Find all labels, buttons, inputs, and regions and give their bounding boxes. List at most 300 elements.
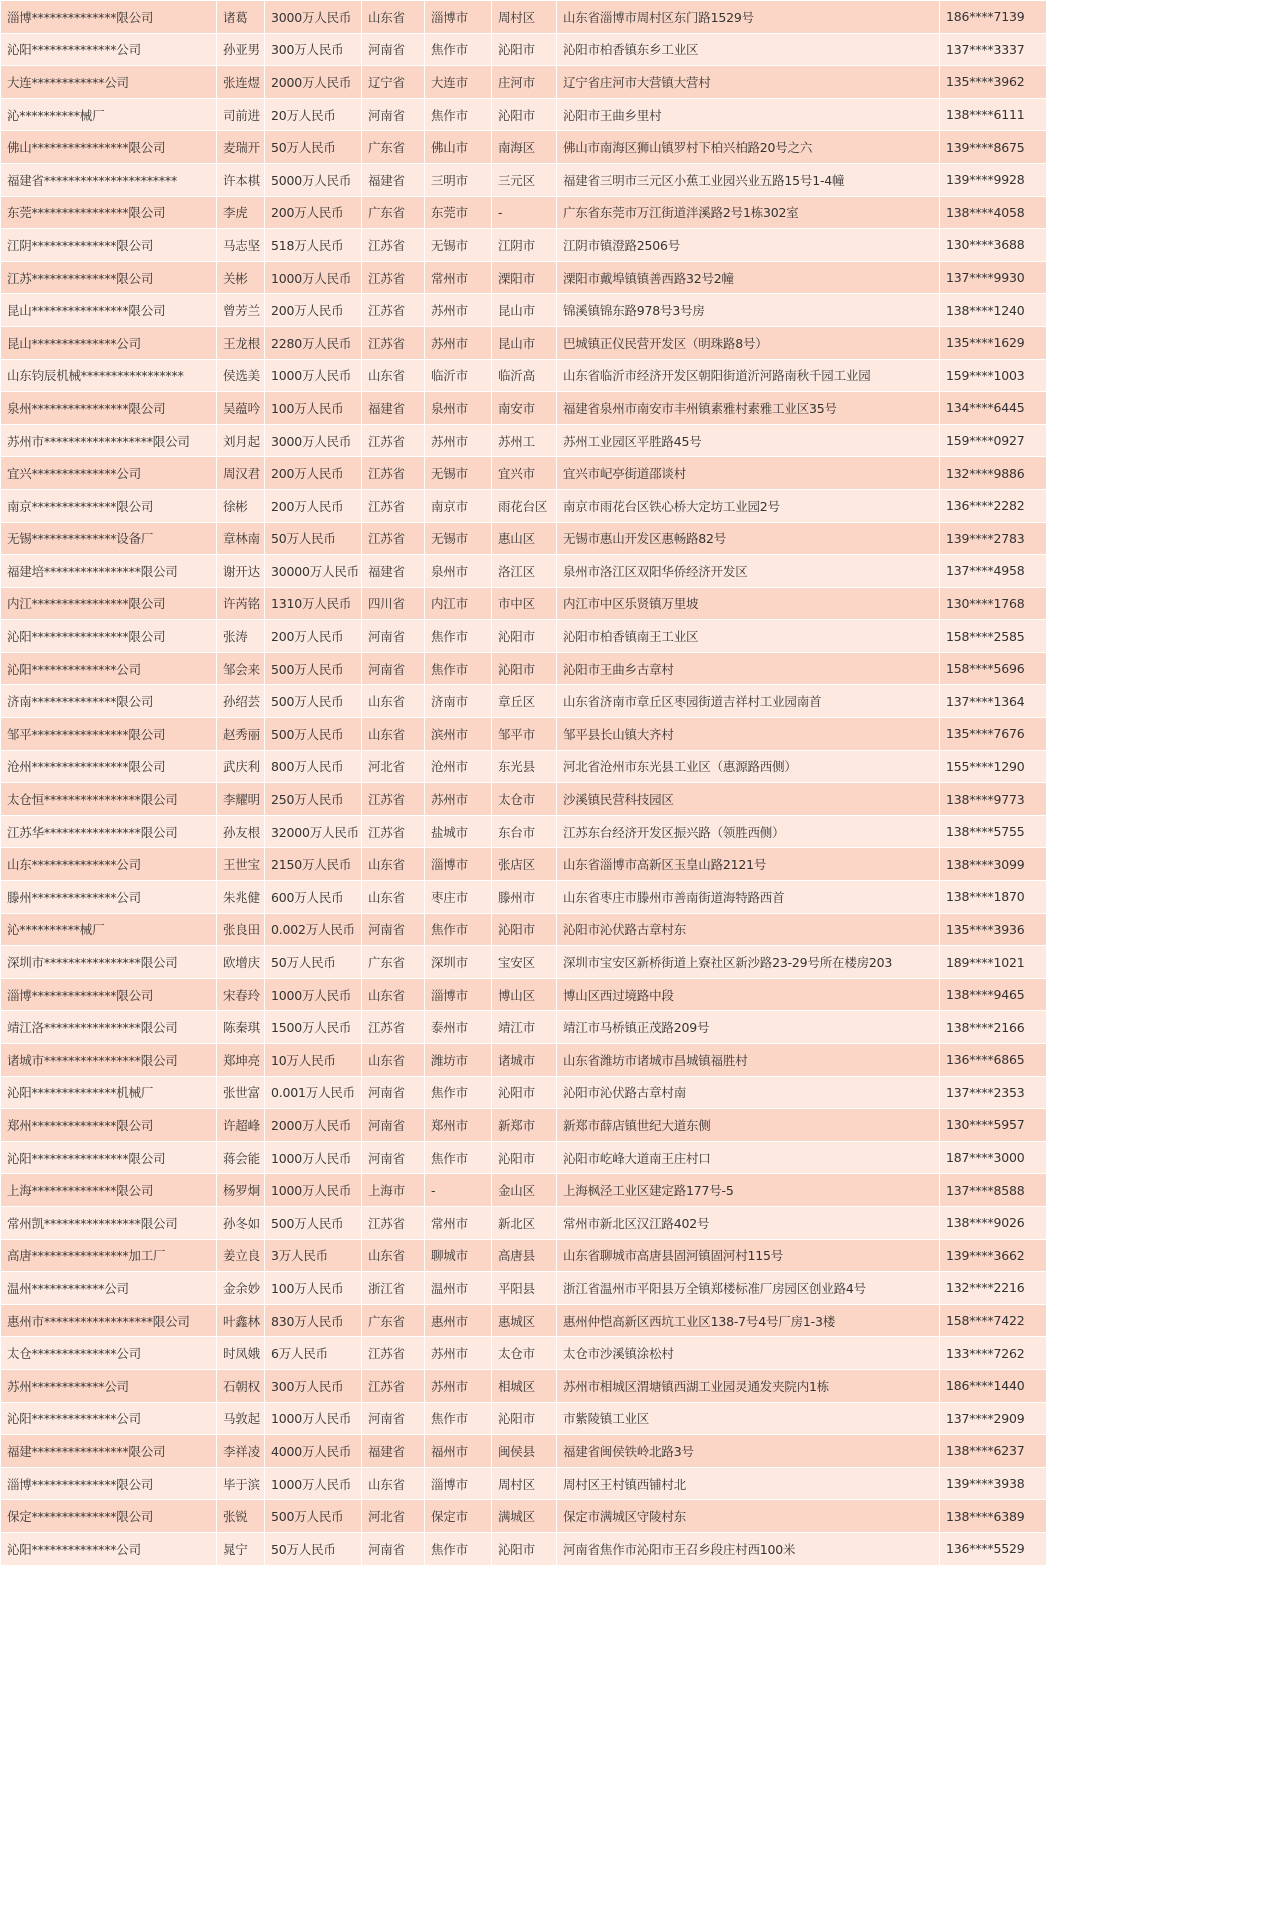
- phone-cell: 135****1629: [940, 326, 1047, 359]
- province-cell: 广东省: [362, 946, 425, 979]
- city-cell: 苏州市: [425, 294, 492, 327]
- company-name-cell: 深圳市****************限公司: [1, 946, 217, 979]
- phone-cell: 130****1768: [940, 587, 1047, 620]
- city-cell: 淄博市: [425, 1467, 492, 1500]
- company-name-cell: 惠州市******************限公司: [1, 1304, 217, 1337]
- table-row: [1, 196, 1047, 229]
- address-cell: 保定市满城区守陵村东: [557, 1500, 940, 1533]
- table-row: [1, 1369, 1047, 1402]
- phone-cell: 133****7262: [940, 1337, 1047, 1370]
- district-cell: 滕州市: [492, 881, 557, 914]
- phone-cell: 136****2282: [940, 489, 1047, 522]
- registered-capital-cell: 200万人民币: [265, 620, 362, 653]
- city-cell: 郑州市: [425, 1109, 492, 1142]
- province-cell: 广东省: [362, 131, 425, 164]
- phone-cell: 139****2783: [940, 522, 1047, 555]
- registered-capital-cell: 1000万人民币: [265, 261, 362, 294]
- company-name-cell: 内江****************限公司: [1, 587, 217, 620]
- legal-rep-cell: 麦瑞开: [217, 131, 265, 164]
- phone-cell: 137****4958: [940, 555, 1047, 588]
- address-cell: 沙溪镇民营科技园区: [557, 783, 940, 816]
- registered-capital-cell: 518万人民币: [265, 229, 362, 262]
- phone-cell: 138****1240: [940, 294, 1047, 327]
- address-cell: 博山区西过境路中段: [557, 978, 940, 1011]
- legal-rep-cell: 欧增庆: [217, 946, 265, 979]
- city-cell: 泉州市: [425, 555, 492, 588]
- address-cell: 河北省沧州市东光县工业区（惠源路西侧）: [557, 750, 940, 783]
- table-row: [1, 1272, 1047, 1305]
- registered-capital-cell: 4000万人民币: [265, 1435, 362, 1468]
- company-name-cell: 济南**************限公司: [1, 685, 217, 718]
- legal-rep-cell: 姜立良: [217, 1239, 265, 1272]
- company-name-cell: 温州************公司: [1, 1272, 217, 1305]
- province-cell: 江苏省: [362, 815, 425, 848]
- province-cell: 河南省: [362, 33, 425, 66]
- phone-cell: 138****9026: [940, 1206, 1047, 1239]
- district-cell: 沁阳市: [492, 620, 557, 653]
- phone-cell: 137****1364: [940, 685, 1047, 718]
- phone-cell: 138****6237: [940, 1435, 1047, 1468]
- legal-rep-cell: 宋春玲: [217, 978, 265, 1011]
- company-name-cell: 淄博**************限公司: [1, 1, 217, 34]
- phone-cell: 135****3962: [940, 66, 1047, 99]
- legal-rep-cell: 杨罗炯: [217, 1174, 265, 1207]
- registered-capital-cell: 50万人民币: [265, 131, 362, 164]
- legal-rep-cell: 朱兆健: [217, 881, 265, 914]
- legal-rep-cell: 许芮铭: [217, 587, 265, 620]
- address-cell: 锦溪镇锦东路978号3号房: [557, 294, 940, 327]
- phone-cell: 132****9886: [940, 457, 1047, 490]
- table-row: [1, 881, 1047, 914]
- province-cell: 河南省: [362, 98, 425, 131]
- province-cell: 山东省: [362, 718, 425, 751]
- address-cell: 山东省淄博市高新区玉皇山路2121号: [557, 848, 940, 881]
- legal-rep-cell: 侯选美: [217, 359, 265, 392]
- table-row: [1, 685, 1047, 718]
- registered-capital-cell: 50万人民币: [265, 946, 362, 979]
- city-cell: 焦作市: [425, 1402, 492, 1435]
- company-name-cell: 诸城市****************限公司: [1, 1044, 217, 1077]
- city-cell: 枣庄市: [425, 881, 492, 914]
- city-cell: 常州市: [425, 1206, 492, 1239]
- table-row: [1, 522, 1047, 555]
- province-cell: 山东省: [362, 978, 425, 1011]
- city-cell: 无锡市: [425, 229, 492, 262]
- legal-rep-cell: 张涛: [217, 620, 265, 653]
- city-cell: 苏州市: [425, 1337, 492, 1370]
- address-cell: 河南省焦作市沁阳市王召乡段庄村西100米: [557, 1532, 940, 1565]
- registered-capital-cell: 50万人民币: [265, 1532, 362, 1565]
- address-cell: 无锡市惠山开发区惠畅路82号: [557, 522, 940, 555]
- company-name-cell: 苏州************公司: [1, 1369, 217, 1402]
- table-row: [1, 294, 1047, 327]
- address-cell: 宜兴市屺亭街道邵谈村: [557, 457, 940, 490]
- city-cell: 济南市: [425, 685, 492, 718]
- city-cell: 焦作市: [425, 1076, 492, 1109]
- city-cell: 滨州市: [425, 718, 492, 751]
- table-row: [1, 489, 1047, 522]
- legal-rep-cell: 关彬: [217, 261, 265, 294]
- address-cell: 巴城镇正仪民营开发区（明珠路8号）: [557, 326, 940, 359]
- registered-capital-cell: 1000万人民币: [265, 359, 362, 392]
- city-cell: 深圳市: [425, 946, 492, 979]
- legal-rep-cell: 孙亚男: [217, 33, 265, 66]
- company-name-cell: 山东钧辰机械*****************: [1, 359, 217, 392]
- registered-capital-cell: 5000万人民币: [265, 163, 362, 196]
- company-name-cell: 大连************公司: [1, 66, 217, 99]
- province-cell: 江苏省: [362, 783, 425, 816]
- table-row: [1, 946, 1047, 979]
- district-cell: 金山区: [492, 1174, 557, 1207]
- registered-capital-cell: 2000万人民币: [265, 66, 362, 99]
- address-cell: 福建省三明市三元区小蕉工业园兴业五路15号1-4幢: [557, 163, 940, 196]
- address-cell: 溧阳市戴埠镇镇善西路32号2幢: [557, 261, 940, 294]
- district-cell: 昆山市: [492, 326, 557, 359]
- registered-capital-cell: 20万人民币: [265, 98, 362, 131]
- province-cell: 辽宁省: [362, 66, 425, 99]
- city-cell: 无锡市: [425, 457, 492, 490]
- city-cell: 苏州市: [425, 326, 492, 359]
- registered-capital-cell: 0.001万人民币: [265, 1076, 362, 1109]
- legal-rep-cell: 晁宁: [217, 1532, 265, 1565]
- phone-cell: 186****7139: [940, 1, 1047, 34]
- company-name-cell: 保定**************限公司: [1, 1500, 217, 1533]
- legal-rep-cell: 毕于滨: [217, 1467, 265, 1500]
- company-name-cell: 沁阳**************公司: [1, 1402, 217, 1435]
- registered-capital-cell: 250万人民币: [265, 783, 362, 816]
- address-cell: 市紫陵镇工业区: [557, 1402, 940, 1435]
- phone-cell: 189****1021: [940, 946, 1047, 979]
- city-cell: 保定市: [425, 1500, 492, 1533]
- company-name-cell: 泉州****************限公司: [1, 392, 217, 425]
- province-cell: 广东省: [362, 1304, 425, 1337]
- legal-rep-cell: 马敦起: [217, 1402, 265, 1435]
- province-cell: 江苏省: [362, 1011, 425, 1044]
- province-cell: 河南省: [362, 620, 425, 653]
- address-cell: 深圳市宝安区新桥街道上寮社区新沙路23-29号所在楼房203: [557, 946, 940, 979]
- district-cell: 新北区: [492, 1206, 557, 1239]
- district-cell: 洛江区: [492, 555, 557, 588]
- district-cell: 东光县: [492, 750, 557, 783]
- district-cell: 满城区: [492, 1500, 557, 1533]
- legal-rep-cell: 刘月起: [217, 424, 265, 457]
- address-cell: 山东省枣庄市滕州市善南街道海特路西首: [557, 881, 940, 914]
- table-row: [1, 66, 1047, 99]
- address-cell: 福建省泉州市南安市丰州镇素雅村素雅工业区35号: [557, 392, 940, 425]
- phone-cell: 138****4058: [940, 196, 1047, 229]
- company-name-cell: 太仓**************公司: [1, 1337, 217, 1370]
- district-cell: 南安市: [492, 392, 557, 425]
- phone-cell: 138****1870: [940, 881, 1047, 914]
- table-row: [1, 1532, 1047, 1565]
- table-row: [1, 326, 1047, 359]
- address-cell: 山东省临沂市经济开发区朝阳街道沂河路南秋千园工业园: [557, 359, 940, 392]
- district-cell: 平阳县: [492, 1272, 557, 1305]
- company-name-cell: 苏州市******************限公司: [1, 424, 217, 457]
- district-cell: 邹平市: [492, 718, 557, 751]
- city-cell: 焦作市: [425, 913, 492, 946]
- address-cell: 新郑市薛店镇世纪大道东侧: [557, 1109, 940, 1142]
- table-row: [1, 1, 1047, 34]
- province-cell: 河南省: [362, 1402, 425, 1435]
- district-cell: 沁阳市: [492, 1402, 557, 1435]
- registered-capital-cell: 32000万人民币: [265, 815, 362, 848]
- registered-capital-cell: 600万人民币: [265, 881, 362, 914]
- district-cell: 宝安区: [492, 946, 557, 979]
- city-cell: 沧州市: [425, 750, 492, 783]
- address-cell: 沁阳市屹峰大道南王庄村口: [557, 1141, 940, 1174]
- address-cell: 福建省闽侯铁岭北路3号: [557, 1435, 940, 1468]
- phone-cell: 139****9928: [940, 163, 1047, 196]
- legal-rep-cell: 时凤娥: [217, 1337, 265, 1370]
- phone-cell: 158****7422: [940, 1304, 1047, 1337]
- address-cell: 沁阳市王曲乡古章村: [557, 652, 940, 685]
- province-cell: 江苏省: [362, 326, 425, 359]
- registered-capital-cell: 1500万人民币: [265, 1011, 362, 1044]
- table-body: [1, 1, 1047, 1566]
- registered-capital-cell: 100万人民币: [265, 1272, 362, 1305]
- city-cell: 焦作市: [425, 1532, 492, 1565]
- company-name-cell: 福建****************限公司: [1, 1435, 217, 1468]
- district-cell: 溧阳市: [492, 261, 557, 294]
- company-name-cell: 沁**********械厂: [1, 913, 217, 946]
- registered-capital-cell: 300万人民币: [265, 1369, 362, 1402]
- district-cell: 沁阳市: [492, 98, 557, 131]
- district-cell: 沁阳市: [492, 1141, 557, 1174]
- district-cell: 沁阳市: [492, 1532, 557, 1565]
- phone-cell: 139****3938: [940, 1467, 1047, 1500]
- city-cell: 内江市: [425, 587, 492, 620]
- registered-capital-cell: 100万人民币: [265, 392, 362, 425]
- address-cell: 沁阳市沁伏路古章村东: [557, 913, 940, 946]
- company-name-cell: 郑州**************限公司: [1, 1109, 217, 1142]
- address-cell: 江苏东台经济开发区振兴路（领胜西侧）: [557, 815, 940, 848]
- table-row: [1, 131, 1047, 164]
- province-cell: 江苏省: [362, 1369, 425, 1402]
- address-cell: 广东省东莞市万江街道泮溪路2号1栋302室: [557, 196, 940, 229]
- address-cell: 南京市雨花台区铁心桥大定坊工业园2号: [557, 489, 940, 522]
- city-cell: 三明市: [425, 163, 492, 196]
- legal-rep-cell: 孙冬如: [217, 1206, 265, 1239]
- district-cell: 诸城市: [492, 1044, 557, 1077]
- company-name-cell: 江苏**************限公司: [1, 261, 217, 294]
- district-cell: 博山区: [492, 978, 557, 1011]
- address-cell: 惠州仲恺高新区西坑工业区138-7号4号厂房1-3楼: [557, 1304, 940, 1337]
- phone-cell: 138****9465: [940, 978, 1047, 1011]
- city-cell: 泰州市: [425, 1011, 492, 1044]
- district-cell: -: [492, 196, 557, 229]
- province-cell: 河南省: [362, 913, 425, 946]
- legal-rep-cell: 武庆利: [217, 750, 265, 783]
- legal-rep-cell: 石朝权: [217, 1369, 265, 1402]
- city-cell: 盐城市: [425, 815, 492, 848]
- address-cell: 山东省济南市章丘区枣园街道吉祥村工业园南首: [557, 685, 940, 718]
- city-cell: -: [425, 1174, 492, 1207]
- legal-rep-cell: 张世富: [217, 1076, 265, 1109]
- city-cell: 焦作市: [425, 33, 492, 66]
- table-row: [1, 1044, 1047, 1077]
- phone-cell: 159****1003: [940, 359, 1047, 392]
- registered-capital-cell: 2280万人民币: [265, 326, 362, 359]
- district-cell: 太仓市: [492, 1337, 557, 1370]
- province-cell: 山东省: [362, 1467, 425, 1500]
- legal-rep-cell: 诸葛: [217, 1, 265, 34]
- address-cell: 沁阳市柏香镇东乡工业区: [557, 33, 940, 66]
- table-row: [1, 1174, 1047, 1207]
- phone-cell: 138****6111: [940, 98, 1047, 131]
- registered-capital-cell: 6万人民币: [265, 1337, 362, 1370]
- table-row: [1, 620, 1047, 653]
- legal-rep-cell: 司前进: [217, 98, 265, 131]
- province-cell: 山东省: [362, 848, 425, 881]
- phone-cell: 132****2216: [940, 1272, 1047, 1305]
- city-cell: 常州市: [425, 261, 492, 294]
- district-cell: 相城区: [492, 1369, 557, 1402]
- city-cell: 大连市: [425, 66, 492, 99]
- legal-rep-cell: 周汉君: [217, 457, 265, 490]
- province-cell: 河南省: [362, 652, 425, 685]
- table-row: [1, 1500, 1047, 1533]
- phone-cell: 134****6445: [940, 392, 1047, 425]
- phone-cell: 136****6865: [940, 1044, 1047, 1077]
- company-name-cell: 沁阳**************公司: [1, 33, 217, 66]
- table-row: [1, 783, 1047, 816]
- city-cell: 东莞市: [425, 196, 492, 229]
- address-cell: 江阴市镇澄路2506号: [557, 229, 940, 262]
- company-name-cell: 江阴**************限公司: [1, 229, 217, 262]
- district-cell: 闽侯县: [492, 1435, 557, 1468]
- legal-rep-cell: 许超峰: [217, 1109, 265, 1142]
- province-cell: 河南省: [362, 1076, 425, 1109]
- district-cell: 靖江市: [492, 1011, 557, 1044]
- legal-rep-cell: 赵秀丽: [217, 718, 265, 751]
- registered-capital-cell: 2150万人民币: [265, 848, 362, 881]
- table-row: [1, 718, 1047, 751]
- phone-cell: 159****0927: [940, 424, 1047, 457]
- phone-cell: 135****3936: [940, 913, 1047, 946]
- district-cell: 沁阳市: [492, 652, 557, 685]
- registered-capital-cell: 3万人民币: [265, 1239, 362, 1272]
- table-row: [1, 555, 1047, 588]
- province-cell: 河南省: [362, 1141, 425, 1174]
- table-row: [1, 33, 1047, 66]
- registered-capital-cell: 500万人民币: [265, 1206, 362, 1239]
- district-cell: 苏州工: [492, 424, 557, 457]
- registered-capital-cell: 830万人民币: [265, 1304, 362, 1337]
- legal-rep-cell: 陈秦琪: [217, 1011, 265, 1044]
- address-cell: 靖江市马桥镇正茂路209号: [557, 1011, 940, 1044]
- table-row: [1, 750, 1047, 783]
- legal-rep-cell: 金余妙: [217, 1272, 265, 1305]
- address-cell: 常州市新北区汉江路402号: [557, 1206, 940, 1239]
- registered-capital-cell: 300万人民币: [265, 33, 362, 66]
- phone-cell: 138****3099: [940, 848, 1047, 881]
- province-cell: 山东省: [362, 359, 425, 392]
- registered-capital-cell: 500万人民币: [265, 685, 362, 718]
- table-row: [1, 359, 1047, 392]
- province-cell: 江苏省: [362, 489, 425, 522]
- company-name-cell: 福建省**********************: [1, 163, 217, 196]
- company-name-cell: 靖江洛****************限公司: [1, 1011, 217, 1044]
- city-cell: 聊城市: [425, 1239, 492, 1272]
- city-cell: 苏州市: [425, 1369, 492, 1402]
- legal-rep-cell: 王世宝: [217, 848, 265, 881]
- phone-cell: 130****5957: [940, 1109, 1047, 1142]
- company-name-cell: 淄博**************限公司: [1, 978, 217, 1011]
- phone-cell: 138****2166: [940, 1011, 1047, 1044]
- table-row: [1, 913, 1047, 946]
- company-name-cell: 江苏华****************限公司: [1, 815, 217, 848]
- table-row: [1, 424, 1047, 457]
- company-name-cell: 山东**************公司: [1, 848, 217, 881]
- province-cell: 山东省: [362, 1, 425, 34]
- legal-rep-cell: 章林南: [217, 522, 265, 555]
- registered-capital-cell: 500万人民币: [265, 718, 362, 751]
- province-cell: 浙江省: [362, 1272, 425, 1305]
- legal-rep-cell: 张锐: [217, 1500, 265, 1533]
- province-cell: 河北省: [362, 1500, 425, 1533]
- city-cell: 淄博市: [425, 848, 492, 881]
- phone-cell: 137****2909: [940, 1402, 1047, 1435]
- registered-capital-cell: 1000万人民币: [265, 1467, 362, 1500]
- province-cell: 福建省: [362, 555, 425, 588]
- city-cell: 温州市: [425, 1272, 492, 1305]
- address-cell: 山东省聊城市高唐县固河镇固河村115号: [557, 1239, 940, 1272]
- district-cell: 市中区: [492, 587, 557, 620]
- province-cell: 山东省: [362, 881, 425, 914]
- registered-capital-cell: 0.002万人民币: [265, 913, 362, 946]
- province-cell: 山东省: [362, 1044, 425, 1077]
- table-row: [1, 1337, 1047, 1370]
- registered-capital-cell: 1310万人民币: [265, 587, 362, 620]
- registered-capital-cell: 500万人民币: [265, 652, 362, 685]
- registered-capital-cell: 200万人民币: [265, 294, 362, 327]
- province-cell: 江苏省: [362, 1206, 425, 1239]
- legal-rep-cell: 孙绍芸: [217, 685, 265, 718]
- registered-capital-cell: 3000万人民币: [265, 424, 362, 457]
- legal-rep-cell: 邹会来: [217, 652, 265, 685]
- table-row: [1, 848, 1047, 881]
- legal-rep-cell: 谢开达: [217, 555, 265, 588]
- table-row: [1, 1141, 1047, 1174]
- province-cell: 山东省: [362, 685, 425, 718]
- province-cell: 江苏省: [362, 424, 425, 457]
- table-row: [1, 229, 1047, 262]
- legal-rep-cell: 李虎: [217, 196, 265, 229]
- table-row: [1, 1011, 1047, 1044]
- address-cell: 沁阳市柏香镇南王工业区: [557, 620, 940, 653]
- district-cell: 沁阳市: [492, 1076, 557, 1109]
- legal-rep-cell: 蒋会能: [217, 1141, 265, 1174]
- address-cell: 苏州市相城区渭塘镇西湖工业园灵通发夹院内1栋: [557, 1369, 940, 1402]
- province-cell: 广东省: [362, 196, 425, 229]
- address-cell: 山东省潍坊市诸城市昌城镇福胜村: [557, 1044, 940, 1077]
- company-name-cell: 淄博**************限公司: [1, 1467, 217, 1500]
- legal-rep-cell: 张连煜: [217, 66, 265, 99]
- legal-rep-cell: 叶鑫林: [217, 1304, 265, 1337]
- phone-cell: 158****2585: [940, 620, 1047, 653]
- address-cell: 内江市中区乐贤镇万里坡: [557, 587, 940, 620]
- district-cell: 沁阳市: [492, 913, 557, 946]
- province-cell: 福建省: [362, 1435, 425, 1468]
- district-cell: 南海区: [492, 131, 557, 164]
- registered-capital-cell: 2000万人民币: [265, 1109, 362, 1142]
- province-cell: 江苏省: [362, 1337, 425, 1370]
- address-cell: 泉州市洛江区双阳华侨经济开发区: [557, 555, 940, 588]
- phone-cell: 137****2353: [940, 1076, 1047, 1109]
- phone-cell: 155****1290: [940, 750, 1047, 783]
- province-cell: 河北省: [362, 750, 425, 783]
